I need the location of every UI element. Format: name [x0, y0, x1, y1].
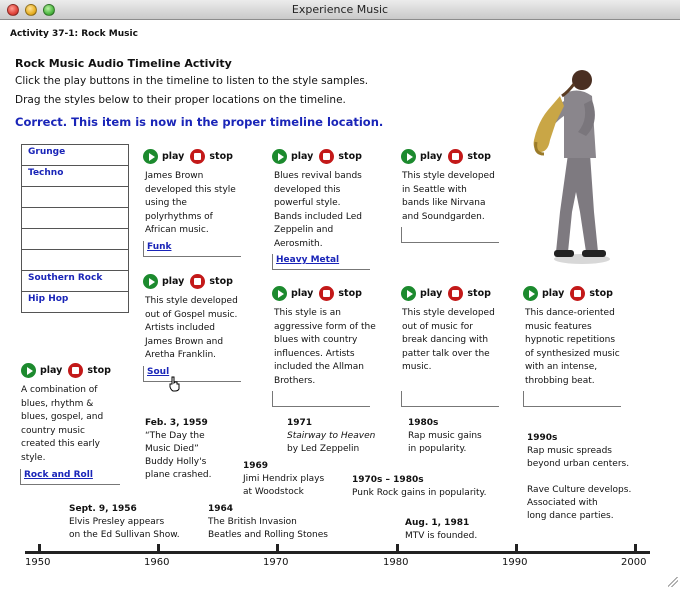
stop-icon[interactable]	[570, 286, 585, 301]
timeline-drop-slot[interactable]	[401, 227, 499, 243]
timeline-event: 1964 The British Invasion Beatles and Rolling Stones	[208, 504, 328, 540]
style-bank-empty-slot	[22, 229, 128, 250]
style-bank	[21, 144, 129, 313]
style-controls	[21, 363, 111, 379]
timeline-event: 1971 Stairway to Heaven by Led Zeppelin	[287, 418, 376, 454]
style-tile-southern-rock[interactable]: Southern Rock	[22, 271, 128, 292]
style-description: James Brown developed this style using the polyrhythms of African music.	[145, 171, 236, 235]
timeline-drop-slot[interactable]	[272, 254, 370, 270]
stop-icon[interactable]	[448, 149, 463, 164]
stop-label[interactable]: stop	[467, 151, 491, 162]
play-icon[interactable]	[143, 274, 158, 289]
stop-icon[interactable]	[190, 274, 205, 289]
placed-style-label[interactable]: Funk	[147, 242, 172, 252]
stop-icon[interactable]	[319, 149, 334, 164]
style-tile-techno[interactable]: Techno	[22, 166, 128, 187]
timeline-event: Aug. 1, 1981 MTV is founded.	[405, 518, 478, 541]
play-label[interactable]: play	[162, 276, 185, 287]
style-controls	[272, 286, 362, 302]
stop-label[interactable]: stop	[467, 288, 491, 299]
timeline-tick	[396, 544, 399, 554]
stop-label[interactable]: stop	[209, 276, 233, 287]
play-icon[interactable]	[272, 149, 287, 164]
play-label[interactable]: play	[542, 288, 565, 299]
timeline-tick-label: 1970	[263, 557, 289, 568]
play-icon[interactable]	[401, 149, 416, 164]
activity-label: Activity 37-1: Rock Music	[10, 29, 138, 39]
feedback-message: Correct. This item is now in the proper timeline location.	[15, 115, 384, 129]
timeline-tick	[38, 544, 41, 554]
style-description: A combination of blues, rhythm & blues, gospel, and country music created this early style.	[21, 385, 104, 463]
timeline-tick	[276, 544, 279, 554]
placed-style-label[interactable]: Rock and Roll	[24, 470, 93, 480]
play-label[interactable]: play	[162, 151, 185, 162]
timeline-event: 1990s Rap music spreads beyond urban centers. Rave Culture develops. Associated with long dance parties.	[527, 433, 632, 521]
resize-grip-icon[interactable]	[668, 577, 678, 587]
style-controls	[401, 149, 491, 165]
style-controls	[143, 149, 233, 165]
timeline-drop-slot[interactable]	[272, 391, 370, 407]
play-icon[interactable]	[523, 286, 538, 301]
style-description: This style developed out of music for break dancing with patter talk over the music.	[402, 308, 495, 372]
play-label[interactable]: play	[420, 151, 443, 162]
style-description: This style developed out of Gospel music. Artists included James Brown and Aretha Franklin.	[145, 296, 238, 360]
timeline-tick	[515, 544, 518, 554]
instruction-line-2: Drag the styles below to their proper locations on the timeline.	[15, 94, 346, 106]
page-title: Rock Music Audio Timeline Activity	[15, 57, 232, 70]
style-bank-empty-slot	[22, 187, 128, 208]
style-controls	[523, 286, 613, 302]
timeline-event: Feb. 3, 1959 “The Day the Music Died” Buddy Holly's plane crashed.	[145, 418, 212, 480]
timeline-tick-label: 2000	[621, 557, 647, 568]
timeline-tick-label: 1990	[502, 557, 528, 568]
stop-label[interactable]: stop	[589, 288, 613, 299]
style-description: This style is an aggressive form of the blues with country influences. Artists included the Allman Brothers.	[274, 308, 376, 386]
timeline-tick-label: 1960	[144, 557, 170, 568]
stop-label[interactable]: stop	[87, 365, 111, 376]
style-controls	[272, 149, 362, 165]
timeline-axis	[25, 551, 650, 554]
play-label[interactable]: play	[40, 365, 63, 376]
placed-style-label[interactable]: Soul	[147, 367, 170, 377]
play-icon[interactable]	[21, 363, 36, 378]
play-icon[interactable]	[401, 286, 416, 301]
stop-icon[interactable]	[190, 149, 205, 164]
stop-label[interactable]: stop	[338, 288, 362, 299]
timeline-tick	[634, 544, 637, 554]
timeline-drop-slot[interactable]	[143, 241, 241, 257]
stop-label[interactable]: stop	[209, 151, 233, 162]
stop-icon[interactable]	[448, 286, 463, 301]
style-tile-grunge[interactable]: Grunge	[22, 145, 128, 166]
timeline-event: Sept. 9, 1956 Elvis Presley appears on the Ed Sullivan Show.	[69, 504, 180, 540]
play-icon[interactable]	[143, 149, 158, 164]
instruction-line-1: Click the play buttons in the timeline to listen to the style samples.	[15, 75, 369, 87]
style-description: This style developed in Seattle with bands like Nirvana and Soundgarden.	[402, 171, 495, 222]
stop-icon[interactable]	[68, 363, 83, 378]
style-bank-empty-slot	[22, 250, 128, 271]
timeline-event: 1970s – 1980s Punk Rock gains in popularity.	[352, 475, 487, 498]
timeline-tick-label: 1950	[25, 557, 51, 568]
timeline-event: 1980s Rap music gains in popularity.	[408, 418, 482, 454]
placed-style-label[interactable]: Heavy Metal	[276, 255, 340, 265]
window-title: Experience Music	[291, 3, 389, 16]
style-bank-empty-slot	[22, 208, 128, 229]
style-tile-hip-hop[interactable]: Hip Hop	[22, 292, 128, 313]
timeline-drop-slot[interactable]	[20, 469, 120, 485]
timeline-drop-slot[interactable]	[401, 391, 499, 407]
stop-icon[interactable]	[319, 286, 334, 301]
play-label[interactable]: play	[291, 288, 314, 299]
style-controls	[143, 274, 233, 290]
play-icon[interactable]	[272, 286, 287, 301]
saxophone-player-image	[520, 62, 620, 267]
style-description: Blues revival bands developed this powerful style. Bands included Led Zeppelin and Aerosmith.	[274, 171, 362, 249]
hand-cursor-icon	[169, 376, 181, 392]
play-label[interactable]: play	[420, 288, 443, 299]
timeline-tick	[157, 544, 160, 554]
timeline-drop-slot[interactable]	[523, 391, 621, 407]
style-description: This dance-oriented music features hypnotic repetitions of synthesized music with an intense, throbbing beat.	[525, 308, 620, 386]
stop-label[interactable]: stop	[338, 151, 362, 162]
window-titlebar	[0, 0, 680, 20]
timeline-drop-slot[interactable]	[143, 366, 241, 382]
timeline-tick-label: 1980	[383, 557, 409, 568]
style-controls	[401, 286, 491, 302]
timeline-event: 1969 Jimi Hendrix plays at Woodstock	[243, 461, 325, 497]
play-label[interactable]: play	[291, 151, 314, 162]
